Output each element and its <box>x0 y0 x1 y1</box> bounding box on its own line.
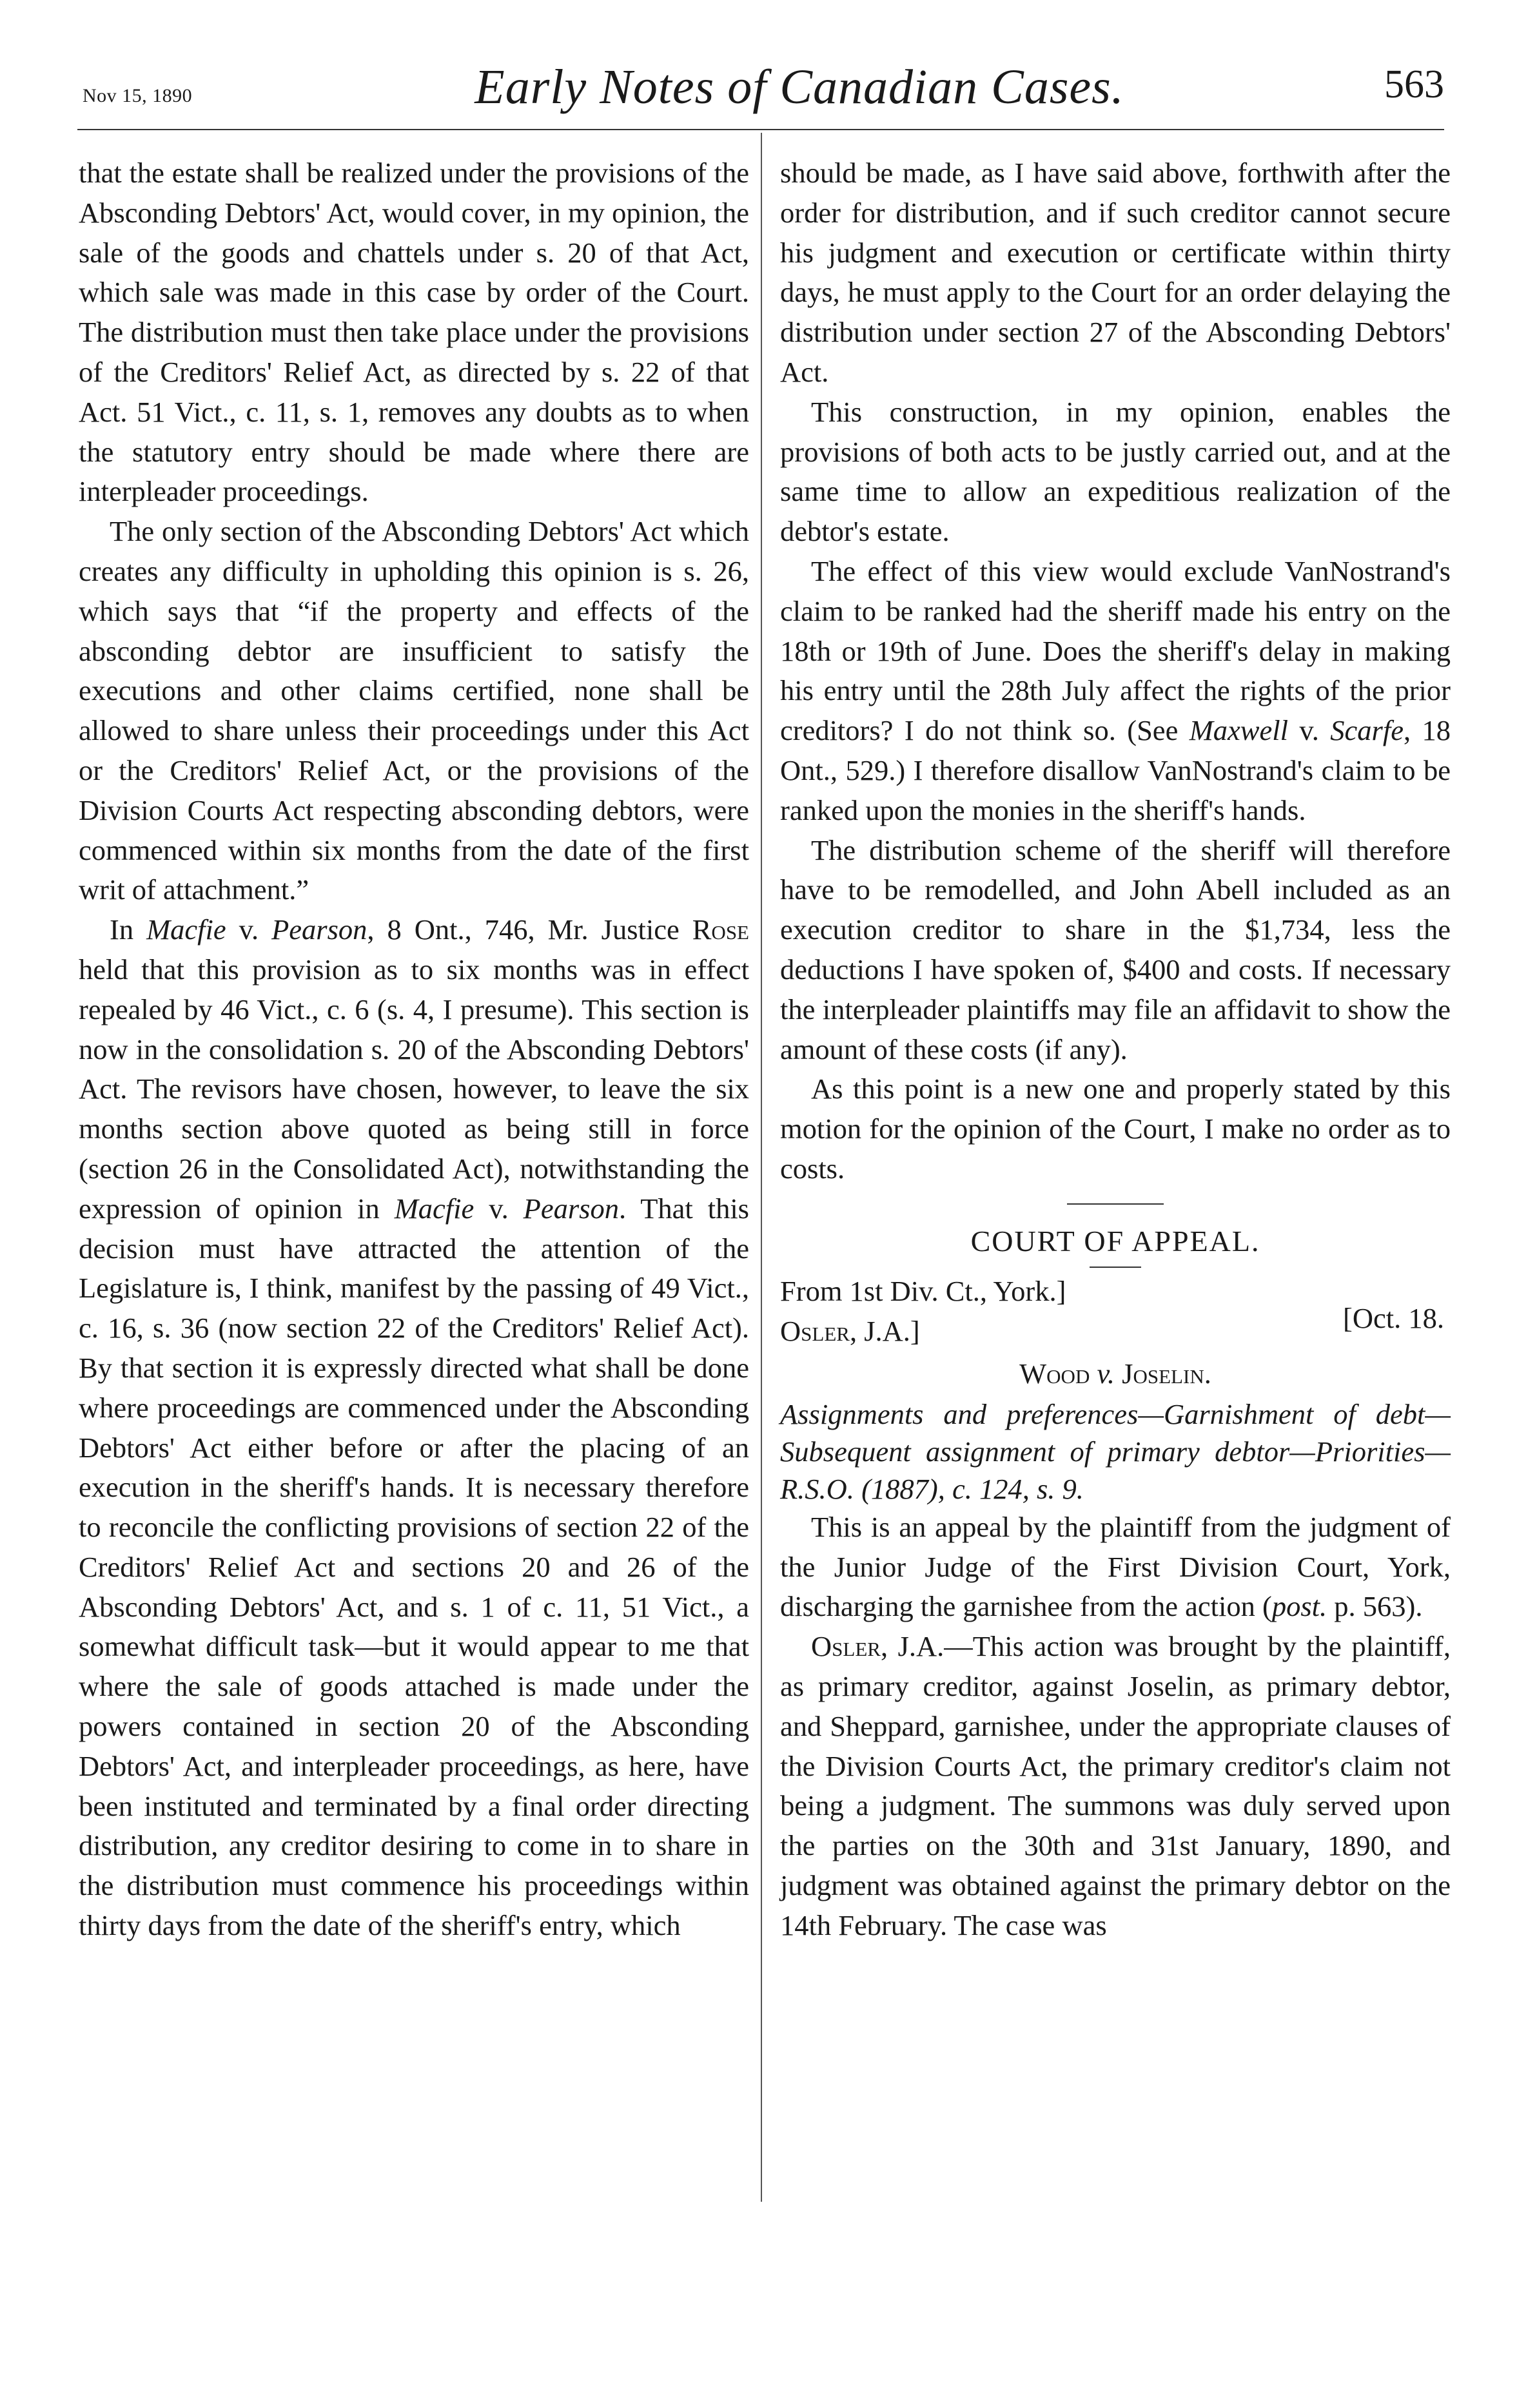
case-citation: Pearson <box>271 913 367 946</box>
section-rule <box>1067 1203 1164 1205</box>
judge-name: Osler <box>780 1314 850 1347</box>
party-name: Joselin <box>1122 1357 1204 1390</box>
case-citation: Macfie <box>394 1192 475 1225</box>
text-run: This is an appeal by the plaintiff from the judgment of the Junior Judge of the First Division Court, York, discharging the garnishee from the action ( <box>780 1510 1451 1623</box>
dash-rule <box>1090 1267 1141 1268</box>
judge-name: Osler <box>811 1630 881 1663</box>
text-run: v. <box>1287 714 1331 747</box>
column-divider <box>761 133 762 2202</box>
case-name <box>780 1352 1451 1395</box>
right-column <box>780 153 1451 1945</box>
right-paragraph-3 <box>780 552 1451 831</box>
case-citation: Scarfe <box>1330 714 1404 747</box>
case-citation: Maxwell <box>1189 714 1288 747</box>
judge-line <box>780 1312 920 1352</box>
left-column <box>79 153 749 1946</box>
right-paragraph-2: This construction, in my opinion, enables the provisions of both acts to be justly carried out, and at the same time to allow an expeditious realization of the debtor's estate. <box>780 395 1451 548</box>
right-paragraph-6 <box>780 1508 1451 1627</box>
right-paragraph-1: should be made, as I have said above, forthwith after the order for distribution, and if such creditor cannot secure his judgment and execution or certificate within thirty days, he must apply to the Court for an order delaying the distribution under section 27 of the Absconding Debtors' Act. <box>780 157 1451 388</box>
text-run: . That this decision must have attracted the attention of the Legislature is, I think, manifest by the passing of 49 Vict., c. 16, s. 36 (now section 22 of the Creditors' Relief Act). By that section it is expressly directed what shall be done where proceedings are commenced under the Absconding Debtors' Act either before or after the placing of an execution in the sheriff's hands. It is necessary therefore to reconcile the conflicting provisions of section 22 of the Creditors' Relief Act and sections 20 and 26 of the Absconding Debtors' Act, and s. 1 of c. 11, 51 Vict., a somewhat difficult task—but it would appear to me that where the sale of goods attached is made under the powers contained in section 20 of the Absconding Debtors' Act, and interpleader proceedings, as here, have been instituted and terminated by a final order directing distribution, any creditor desiring to come in to share in the distribution must commence his proceedings within thirty days from the date of the sheriff's entry, which <box>79 1192 749 1942</box>
text-run: held that this provision as to six months was in effect repealed by 46 Vict., c. 6 (s. 4, I presume). This section is now in the consolidation s. 20 of the Absconding Debtors' Act. The revisors have chosen, however, to leave the six months section above quoted as being still in force (section 26 in the Consolidated Act), notwithstanding the expression of opinion in <box>79 953 749 1225</box>
right-paragraph-7 <box>780 1627 1451 1945</box>
text-run: v. <box>474 1192 524 1225</box>
text-run: In <box>110 913 147 946</box>
text-run: , J.A.—This action was brought by the plaintiff, as primary creditor, against Joselin, as primary debtor, and Sheppard, garnishee, under the appropriate clauses of the Division Courts Act, the primary creditor's claim not being a judgment. The summons was duly served upon the parties on the 30th and 31st January, 1890, and judgment was obtained against the primary debtor on the 14th February. The case was <box>780 1630 1451 1941</box>
left-paragraph-2: The only section of the Absconding Debtors' Act which creates any difficulty in upholding this opinion is s. 26, which says that “if the property and effects of the absconding debtor are insufficient to satisfy the executions and other claims certified, none shall be allowed to share unless their proceedings under this Act or the Creditors' Relief Act, or the provisions of the Division Courts Act respecting absconding debtors, were commenced within six months from the date of the first writ of attachment.” <box>79 515 749 906</box>
left-paragraph-3 <box>79 910 749 1946</box>
court-heading: COURT OF APPEAL. <box>970 1224 1260 1257</box>
case-citation: Pearson <box>523 1192 619 1225</box>
page-number: 563 <box>1384 63 1444 106</box>
party-name: Wood <box>1019 1357 1090 1390</box>
header-rule <box>77 129 1444 130</box>
text-run: . <box>1204 1357 1211 1390</box>
page-header <box>77 59 1444 130</box>
judge-name: Rose <box>692 913 749 946</box>
versus: v. <box>1090 1357 1122 1390</box>
decision-date: [Oct. 18. <box>1343 1301 1444 1334</box>
citation-ref: post. <box>1271 1590 1327 1623</box>
right-paragraph-4: The distribution scheme of the sheriff will therefore have to be remodelled, and John Abell included as an execution creditor to share in the $1,734, less the deductions I have spoken of, $400 and costs. If necessary the interpleader plaintiffs may file an affidavit to show the amount of these costs (if any). <box>780 833 1451 1065</box>
right-paragraph-5: As this point is a new one and properly stated by this motion for the opinion of the Court, I make no order as to costs. <box>780 1073 1451 1185</box>
case-origin <box>780 1272 1451 1352</box>
journal-title: Early Notes of Canadian Cases. <box>475 60 1124 114</box>
header-date: Nov 15, 1890 <box>83 85 193 106</box>
text-run: , J.A.] <box>849 1314 920 1347</box>
left-paragraph-1: that the estate shall be realized under the provisions of the Absconding Debtors' Act, would cover, in my opinion, the sale of the goods and chattels under s. 20 of that Act, which sale was made in this case by order of the Court. The distribution must then take place under the provisions of the Creditors' Relief Act, as directed by s. 22 of that Act. 51 Vict., c. 11, s. 1, removes any doubts as to when the statutory entry should be made where there are interpleader proceedings. <box>79 157 749 508</box>
text-run: , 18 Ont., 529.) I therefore disallow VanNostrand's claim to be ranked upon the monies in the sheriff's hands. <box>780 714 1451 826</box>
from-line: From 1st Div. Ct., York.] <box>780 1274 1066 1307</box>
text-run: p. 563). <box>1327 1590 1423 1623</box>
case-citation: Macfie <box>146 913 226 946</box>
headnote: Assignments and preferences—Garnishment of debt—Subsequent assignment of primary debtor—Priorities—R.S.O. (1887), c. 124, s. 9. <box>780 1397 1451 1505</box>
text-run: , 8 Ont., 746, Mr. Justice <box>367 913 692 946</box>
text-run: The effect of this view would exclude VanNostrand's claim to be ranked had the sheriff made his entry on the 18th or 19th of June. Does the sheriff's delay in making his entry until the 28th July affect the rights of the prior creditors? I do not think so. (See <box>780 554 1451 747</box>
text-run: v. <box>226 913 272 946</box>
